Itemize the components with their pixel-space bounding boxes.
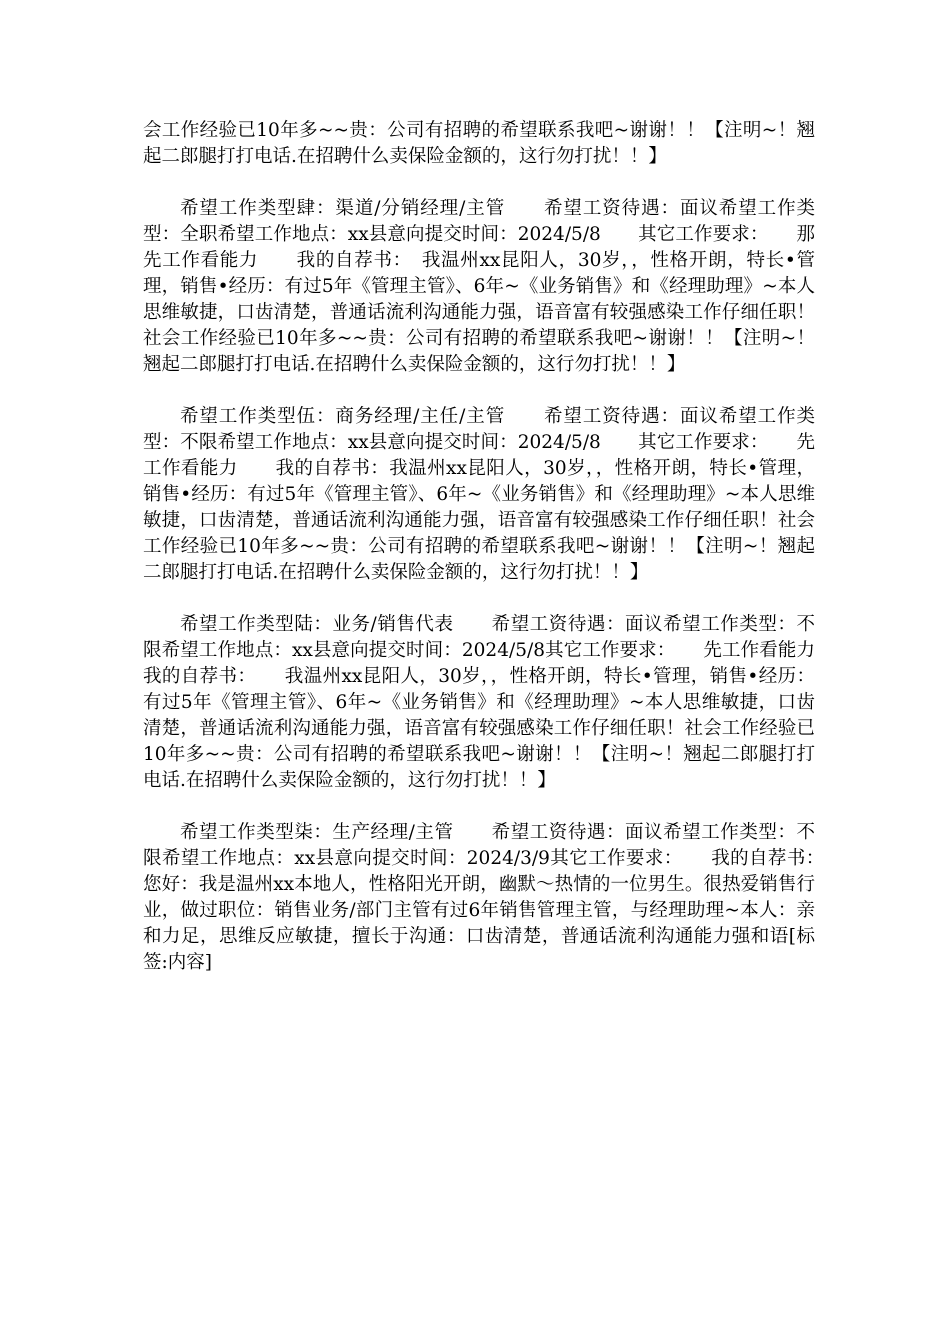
document-body	[143, 118, 853, 1002]
paragraph-job-type-5: 希望工作类型伍：商务经理/主任/主管 希望工资待遇：面议希望工作类型：不限希望工作地点：xx县意向提交时间：2024/5/8 其它工作要求： 先工作看能力 我的自荐书：我温州xx昆阳人，30岁，，性格开朗，特长•管理，销售•经历：有过5年《管理主管》、6年~《业务销售》和《经理助理》~本人思维敏捷，口齿清楚，普通话流利沟通能力强，语音富有较强感染工作仔细任职！社会工作经验已10年多~~贵：公司有招聘的希望联系我吧~谢谢！！【注明~！翘起二郎腿打打电话.在招聘什么卖保险金额的，这行勿打扰！！】	[143, 406, 815, 583]
paragraph-job-type-7: 希望工作类型柒：生产经理/主管 希望工资待遇：面议希望工作类型：不限希望工作地点：xx县意向提交时间：2024/3/9其它工作要求： 我的自荐书： 您好：我是温州xx本地人，性格阳光开朗，幽默～热情的一位男生。很热爱销售行业，做过职位：销售业务/部门主管有过6年销售管理主管，与经理助理~本人：亲和力足，思维反应敏捷，擅长于沟通：口齿清楚，普通话流利沟通能力强和语[标签:内容]	[143, 822, 853, 973]
paragraph-job-type-6: 希望工作类型陆：业务/销售代表 希望工资待遇：面议希望工作类型：不限希望工作地点：xx县意向提交时间：2024/5/8其它工作要求： 先工作看能力 我的自荐书： 我温州xx昆阳人，30岁，，性格开朗，特长•管理，销售•经历：有过5年《管理主管》、6年~《业务销售》和《经理助理》~本人思维敏捷，口齿清楚，普通话流利沟通能力强，语音富有较强感染工作仔细任职！社会工作经验已10年多~~贵：公司有招聘的希望联系我吧~谢谢！！【注明~！翘起二郎腿打打电话.在招聘什么卖保险金额的，这行勿打扰！！】	[143, 614, 853, 791]
paragraph-job-type-4: 希望工作类型肆：渠道/分销经理/主管 希望工资待遇：面议希望工作类型：全职希望工作地点：xx县意向提交时间：2024/5/8 其它工作要求： 那先工作看能力 我的自荐书： 我温州xx昆阳人，30岁，，性格开朗，特长•管理，销售•经历：有过5年《管理主管》、6年~《业务销售》和《经理助理》~本人思维敏捷，口齿清楚，普通话流利沟通能力强，语音富有较强感染工作仔细任职！社会工作经验已10年多~~贵：公司有招聘的希望联系我吧~谢谢！！【注明~！翘起二郎腿打打电话.在招聘什么卖保险金额的，这行勿打扰！！】	[143, 198, 815, 375]
paragraph-continuation: 会工作经验已10年多~~贵：公司有招聘的希望联系我吧~谢谢！！【注明~！翘起二郎腿打打电话.在招聘什么卖保险金额的，这行勿打扰！！】	[143, 120, 815, 167]
